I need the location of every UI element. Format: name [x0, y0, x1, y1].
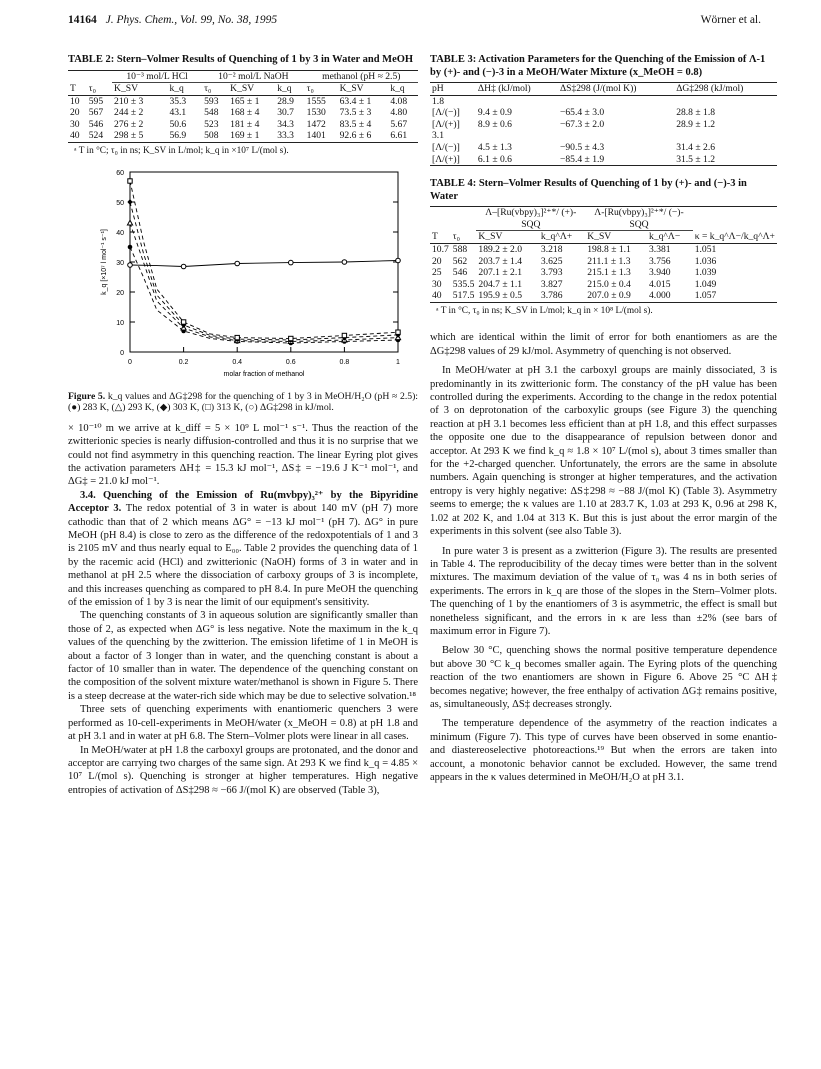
table4-cell: 4.000 [649, 290, 671, 302]
table3-cell: 28.9 ± 1.2 [676, 118, 716, 130]
table2-cell: 92.6 ± 6 [339, 130, 372, 142]
table2-cell: 210 ± 3 [114, 95, 144, 107]
table4-col-header: τ₀ [452, 231, 460, 243]
table2-cell: 548 [204, 107, 219, 119]
table3-cell: −65.4 ± 3.0 [559, 107, 605, 119]
table4-cell: 203.7 ± 1.4 [478, 255, 523, 267]
table3-cell: [Λ/(−)] [432, 107, 460, 119]
table4-cell: 207.1 ± 2.1 [478, 267, 523, 279]
table2-cell: 1530 [306, 107, 326, 119]
table-row [68, 119, 418, 131]
table-row [430, 107, 777, 119]
table2-col-header: k_q [277, 83, 292, 95]
data-point [127, 220, 132, 225]
data-point [235, 261, 240, 266]
table-row [68, 130, 418, 142]
table2-cell: 43.1 [169, 107, 187, 119]
section-heading-3-4: 3.4. Quenching of the Emission of Ru(mvbpy)₃²⁺ by the Bipyridine Acceptor 3. [68, 489, 418, 515]
table2-cell: 6.61 [390, 130, 408, 142]
table-row [430, 142, 777, 154]
y-tick-label: 50 [116, 199, 124, 207]
table3-cell: −90.5 ± 4.3 [559, 141, 605, 153]
table4-cell: 40 [432, 290, 442, 302]
table2-cell: 50.6 [169, 118, 187, 130]
right-column [430, 54, 777, 784]
y-tick-label: 20 [116, 289, 124, 297]
table4-cell: 215.1 ± 1.3 [587, 267, 631, 279]
table2 [68, 70, 418, 144]
table2-cell: 546 [88, 118, 104, 130]
table3-cell: 9.4 ± 0.9 [477, 107, 512, 119]
table3-cell [674, 95, 777, 107]
table2-col-header: K_SV [114, 83, 139, 95]
data-point [396, 330, 400, 334]
x-tick-label: 1 [396, 358, 400, 366]
table2-col-header: τ₀ [306, 83, 314, 95]
table3-cell: 4.5 ± 1.3 [477, 141, 512, 153]
data-point [289, 336, 293, 340]
table4-cell: 517.5 [452, 290, 475, 302]
table4-cell: 211.1 ± 1.3 [587, 255, 631, 267]
left-paragraph-2-text: The redox potential of 3 in water is about 140 mV (pH 7) more cathodic than that of 2 which means ΔG° = −13 kJ mol⁻¹ (pH 7). ΔG° in pure MeOH (pH 8.4) is close to zero as the difference of the redoxpotentials of 1 and 3 is 2105 mV and thus nearly equal to E₀₀. Table 2 provides the quenching data of 1 by the racemic acid (HCl) and zwitterionic (NaOH) forms of 3 in water and in methanol at pH 2.5 where the dissociation of carboxy groups of 3 is incomplete, and this increases quenching as compared to pH 8.4. In pure MeOH the quenching of the emission of 1 by 3 is near the limit of our equipment's sensitivity. [68, 503, 418, 609]
table3-cell: 1.8 [432, 95, 444, 107]
table4-cell: 546 [452, 267, 468, 279]
data-point [128, 262, 133, 267]
table3-cell [558, 95, 674, 107]
table3-cell: [Λ/(+)] [432, 118, 460, 130]
table3-cell: 31.4 ± 2.6 [676, 141, 716, 153]
table4-cell: 207.0 ± 0.9 [587, 290, 631, 302]
right-paragraph-1: which are identical within the limit of error for both enantiomers as are the ΔG‡298 values of 29 kJ/mol. Asymmetry of quenching is not observed. [430, 332, 777, 357]
table2-footnote: ᵃ T in °C; τ₀ in ns; K_SV in L/mol; k_q in ×10⁷ L/(mol s). [74, 146, 289, 157]
x-tick-label: 0.4 [232, 358, 243, 366]
left-paragraph-4: Three sets of quenching experiments with enantiomeric quenchers 3 were performed as 10-cell-experiments in MeOH/water (x_MeOH = 0.8) at pH 1.8 and at pH 3.1 and in water at pH 6.8. The Stern–Volmer plots were linear in all cases. [68, 704, 418, 743]
data-point [342, 259, 347, 264]
table2-cell: 34.3 [277, 118, 294, 130]
table4-col-header: K_SV [478, 231, 503, 243]
right-paragraph-3: In pure water 3 is present as a zwitterion (Figure 3). The results are presented in Table 4. The reproducibility of the decay times were better than in the solvent mixtures. The maximum deviation of the value of τ₀ was 4 ns in both series of experiments. The errors in k_q are those of the slopes in the Stern–Volmer plots. The quenching of 1 by the enantiomers of 3 is asymmetric, the effect is small but nonetheless significant, and the errors in κ are less than ±2% (see bars of maximum error in Figure 7). [430, 545, 777, 637]
table3-caption: TABLE 3: Activation Parameters for the Quenching of the Emission of Λ-1 by (+)- and (−)-3 in a MeOH/Water Mixture (x_MeOH = 0.8) [430, 54, 766, 78]
table2-cell: 33.3 [277, 130, 294, 142]
table2-group-hcl: 10⁻³ mol/L HCl [112, 70, 202, 83]
figure5-caption [68, 391, 418, 414]
left-paragraph-5: In MeOH/water at pH 1.8 the carboxyl groups are protonated, and the donor and acceptor are carrying two charges of the same sign. At 293 K we find k_q = 4.85 × 10⁷ L/(mol s). Quenching is stronger at higher temperatures. High negative entropies of activation of ΔS‡298 ≈ −66 J/(mol K) are observed (Table 3), [68, 744, 418, 796]
table2-cell: 20 [70, 107, 80, 119]
table4-cell: 189.2 ± 2.0 [478, 243, 523, 255]
table4-cell: 3.786 [540, 290, 563, 302]
table2-cell: 524 [88, 130, 104, 142]
table4-cell: 4.015 [649, 278, 671, 290]
table2-cell: 276 ± 2 [114, 118, 144, 130]
table3-cell [476, 130, 558, 142]
table3-cell: 31.5 ± 1.2 [676, 153, 716, 165]
page-number: 14164 [68, 14, 97, 26]
table-row [68, 107, 418, 119]
table2-col-header: K_SV [339, 83, 364, 95]
table4-cell: 195.9 ± 0.5 [478, 290, 523, 302]
table2-cell: 4.80 [390, 107, 408, 119]
table2-caption: TABLE 2: Stern–Volmer Results of Quenching of 1 by 3 in Water and MeOH [68, 54, 414, 65]
table2-cell: 1555 [306, 95, 326, 107]
table4-cell: 10.7 [432, 243, 449, 255]
table2-group-naoh: 10⁻² mol/L NaOH [202, 70, 305, 83]
data-point [127, 199, 132, 205]
table2-cell: 63.4 ± 1 [339, 95, 372, 107]
data-point [181, 264, 186, 269]
table2-col-header: k_q [390, 83, 405, 95]
table2-col-header: K_SV [230, 83, 255, 95]
data-point [181, 319, 185, 323]
left-paragraph-2 [68, 489, 418, 610]
right-paragraph-4: Below 30 °C, quenching shows the normal positive temperature dependence but above 30 °C k_q becomes smaller again. The Eyring plots of the quenching reaction of the two enantiomers are shown in Figure 6. Above 25 °C ΔH‡ becomes negative; however, the free enthalpy of activation ΔG‡ remains positive, as, simultaneously, ΔS‡ decreases strongly. [430, 645, 777, 710]
table2-col-header: T [70, 82, 76, 94]
page-header [68, 14, 761, 30]
table2-cell: 508 [204, 130, 219, 142]
running-authors: Wörner et al. [700, 14, 761, 26]
y-tick-label: 10 [116, 319, 124, 327]
table3-col-header: pH [432, 83, 444, 94]
table-row [430, 279, 777, 291]
table2-cell: 298 ± 5 [114, 130, 144, 142]
table-row [430, 130, 777, 142]
table2-cell: 83.5 ± 4 [339, 118, 372, 130]
y-tick-label: 30 [116, 259, 124, 267]
table4-cell: 3.218 [540, 243, 563, 255]
table4-cell: 3.625 [540, 255, 563, 267]
table4-cell: 20 [432, 255, 442, 267]
table2-cell: 35.3 [169, 95, 187, 107]
table-row [430, 267, 777, 279]
table-row [68, 95, 418, 107]
table2-cell: 30 [70, 118, 80, 130]
table3-cell: 28.8 ± 1.8 [676, 107, 716, 119]
left-paragraph-3: The quenching constants of 3 in aqueous solution are significantly smaller than those of 2, as expected when ΔG° is less negative. Note the maximum in the k_q values of the quenching by the zwitterion. The emission lifetime of 1 in MeOH is about a factor of 3 longer than in water, and the quenching constant is about a factor of 10 smaller than in water. The dependence of the quenching constant on the composition of the solvent mixture water/methanol is shown in Figure 5. There is a steep decrease at the water-rich side which may be due to selective solvation.¹⁸ [68, 610, 418, 702]
table2-cell: 1401 [306, 130, 326, 142]
table-row [430, 119, 777, 131]
series-line-2 [130, 202, 398, 340]
table3-cell: 8.9 ± 0.6 [477, 118, 512, 130]
table2-cell: 30.7 [277, 107, 294, 119]
table2-cell: 567 [88, 107, 104, 119]
table4-cell: 1.057 [694, 290, 717, 302]
table3-col-header: ΔG‡298 (kJ/mol) [676, 83, 744, 94]
table4-cell: 3.756 [649, 255, 671, 267]
table2-cell: 168 ± 4 [230, 107, 260, 119]
table2-cell: 181 ± 4 [230, 118, 260, 130]
figure5-label: Figure 5. [68, 390, 106, 402]
table2-group-methanol: methanol (pH ≈ 2.5) [305, 70, 418, 83]
right-paragraph-2: In MeOH/water at pH 3.1 the carboxyl groups are mainly dissociated, 3 is predominantly in its zwitterionic form. The constancy of the pH value has been controlled during the experiments. According to the change in the redox potential of 3 on deprotonation of the carboxylic groups (see Figure 3) the quenching reaction at pH 3.1 becomes less efficient than at pH 1.8, and this effect surpasses the opposite one due to the disappearance of repulsion between donor and acceptor. At 293 K we find k_q ≈ 1.8 × 10⁷ L/(mol s), about 3 times smaller than for the +2-charged quencher. Unfortunately, the errors are the same in absolute numbers. Again quenching is stronger at higher temperatures, and the activation entropy is very highly negative: ΔS‡298 ≈ −88 J/(mol K) (Table 3). Asymmetry seems to emerge; the κ values are 1.10 at 283.7 K, 1.03 at 293 K, 0.96 at 298 K, 1.02 at 202 K, and 1.04 at 313 K. But this is just about the error margin of the experiments in this solvent (see also Table 3). [430, 365, 777, 538]
table3-cell [476, 95, 558, 107]
table4-cell: 1.049 [694, 278, 717, 290]
figure5-caption-text: k_q values and ΔG‡298 for the quenching of 1 by 3 in MeOH/H₂O (pH ≈ 2.5): (●) 283 K, (△) 293 K, (◆) 303 K, (□) 313 K, (○) ΔG‡298 in kJ/mol. [68, 390, 418, 414]
table2-cell: 595 [88, 95, 104, 107]
table2-cell: 40 [70, 130, 80, 142]
data-point [342, 333, 346, 337]
table-row [430, 256, 777, 268]
y-axis-label: k_q [×10⁷ l mol⁻¹ s⁻¹] [101, 228, 108, 295]
table4-cell: 562 [452, 255, 468, 267]
table4-cell: 588 [452, 243, 468, 255]
table2-col-header: τ₀ [204, 83, 212, 95]
table4-caption: TABLE 4: Stern–Volmer Results of Quenching of 1 by (+)- and (−)-3 in Water [430, 178, 747, 202]
table-row [430, 290, 777, 302]
table4-col-header: T [432, 231, 438, 243]
y-tick-label: 40 [116, 229, 124, 237]
table4-footnote: ᵃ T in °C, τ₀ in ns; K_SV in L/mol; k_q in × 10⁸ L/(mol s). [436, 305, 653, 316]
table-row [430, 95, 777, 107]
table3-cell: 6.1 ± 0.6 [477, 153, 512, 165]
table3-cell: −85.4 ± 1.9 [559, 153, 605, 165]
data-point [128, 178, 132, 182]
table4-cell: 3.940 [649, 267, 671, 279]
right-paragraph-5: The temperature dependence of the asymmetry of the reaction indicates a minimum (Figure 7). This type of curves have been observed in some enantio- and diastereoselective photoreactions.¹⁹ But when the errors are taken into account, a monotonic behavior cannot be excluded. However, the same trend appears in the κ values determined in MeOH/H₂O at pH 3.1. [430, 718, 777, 783]
table4-cell: 198.8 ± 1.1 [587, 243, 631, 255]
table4-cell: 3.381 [649, 243, 671, 255]
table2-cell: 73.5 ± 3 [339, 107, 372, 119]
data-point [289, 260, 294, 265]
table3-cell: [Λ/(+)] [432, 153, 460, 165]
table3-cell: −67.3 ± 2.0 [559, 118, 605, 130]
table4-cell: 3.793 [540, 267, 563, 279]
x-tick-label: 0.6 [285, 358, 296, 366]
x-tick-label: 0.2 [178, 358, 189, 366]
table4-group-plus: Λ–[Ru(vbpy)₃]²⁺*/ (+)-SQQ [476, 207, 585, 231]
journal-citation: J. Phys. Chem., Vol. 99, No. 38, 1995 [105, 14, 278, 26]
table4-group-minus: Λ-[Ru(vbpy)₃]²⁺*/ (−)-SQQ [585, 207, 693, 231]
data-point [128, 244, 133, 249]
table3-cell [674, 130, 777, 142]
table2-cell: 5.67 [390, 118, 408, 130]
table-row [430, 154, 777, 166]
table4-col-header: K_SV [587, 231, 612, 243]
table-row [430, 243, 777, 255]
table4-col-header: k_q^Λ− [649, 231, 681, 243]
figure5-chart [68, 164, 418, 389]
table3-cell: [Λ/(−)] [432, 141, 460, 153]
data-point [235, 335, 239, 339]
table4-cell: 535.5 [452, 278, 475, 290]
table4-cell: 1.039 [694, 267, 717, 279]
table4-cell: 30 [432, 278, 442, 290]
table4-col-header: k_q^Λ+ [540, 231, 573, 243]
table4-cell: 1.036 [694, 255, 717, 267]
table4-cell: 1.051 [694, 243, 717, 255]
table2-cell: 593 [204, 95, 219, 107]
table2-cell: 4.08 [390, 95, 408, 107]
series-line-4 [130, 260, 398, 266]
table3-cell: 3.1 [432, 130, 444, 142]
y-tick-label: 60 [116, 169, 124, 177]
series-line-1 [130, 223, 398, 342]
table3-col-header: ΔH‡ (kJ/mol) [477, 83, 531, 94]
x-tick-label: 0 [128, 358, 132, 366]
table4 [430, 206, 777, 303]
table3-cell [558, 130, 674, 142]
table3-col-header: ΔS‡298 (J/(mol K)) [559, 83, 637, 94]
table2-cell: 56.9 [169, 130, 187, 142]
x-tick-label: 0.8 [339, 358, 350, 366]
table2-cell: 244 ± 2 [114, 107, 144, 119]
data-point [396, 258, 401, 263]
y-tick-label: 0 [120, 349, 124, 357]
table4-cell: 215.0 ± 0.4 [587, 278, 631, 290]
table2-col-header: k_q [169, 83, 184, 95]
table2-cell: 1472 [306, 118, 326, 130]
x-axis-label: molar fraction of methanol [223, 370, 305, 378]
left-paragraph-1: × 10⁻¹⁰ m we arrive at k_diff = 5 × 10⁹ L mol⁻¹ s⁻¹. Thus the reaction of the zwitterionic species is nearly diffusion-controlled and thus it is no surprise that we could not find asymmetry in this quenching reaction. The linear Eyring plot gives the activation parameters ΔH‡ = 15.3 kJ mol⁻¹, ΔS‡ = −19.6 J K⁻¹ mol⁻¹, and ΔG‡ = 21.0 kJ mol⁻¹. [68, 422, 418, 488]
table2-cell: 10 [70, 95, 80, 107]
table3 [430, 82, 777, 166]
table2-cell: 523 [204, 118, 219, 130]
table2-cell: 169 ± 1 [230, 130, 260, 142]
left-column [68, 54, 418, 797]
table4-cell: 204.7 ± 1.1 [478, 278, 523, 290]
table4-cell: 3.827 [540, 278, 563, 290]
table4-col-header: κ = k_q^Λ−/k_q^Λ+ [694, 231, 775, 243]
table2-cell: 165 ± 1 [230, 95, 260, 107]
table4-cell: 25 [432, 267, 442, 279]
table2-cell: 28.9 [277, 95, 294, 107]
table2-col-header: τ₀ [88, 82, 96, 94]
